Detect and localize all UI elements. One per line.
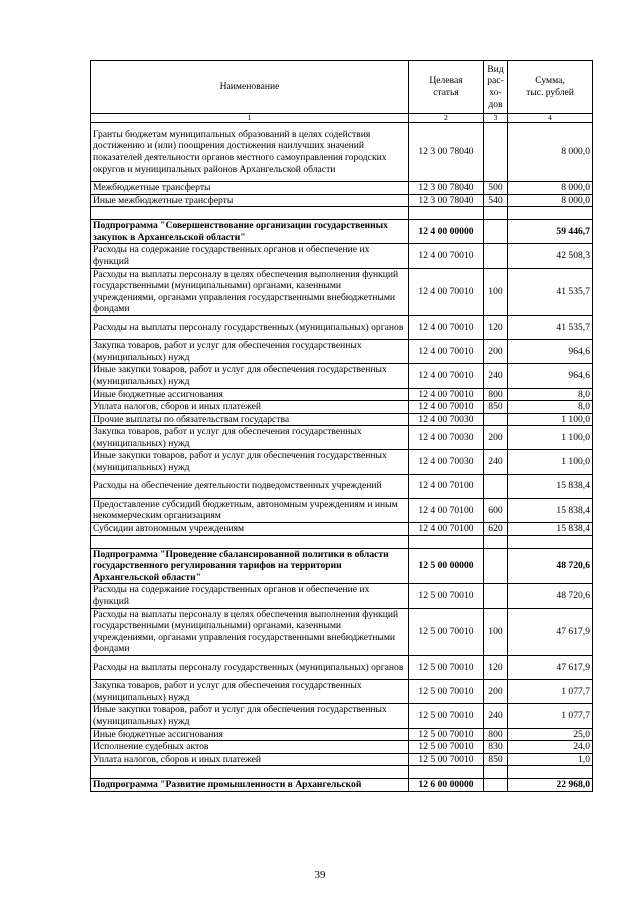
cell-target-code: 12 4 00 70030 <box>409 450 484 474</box>
spacer-cell <box>484 535 508 548</box>
subprogram-row <box>91 548 593 584</box>
spacer-cell <box>91 535 409 548</box>
cell-amount: 15 838,4 <box>508 498 593 522</box>
spacer-cell <box>508 535 593 548</box>
cell-target-code: 12 5 00 00000 <box>409 548 484 584</box>
cell-target-code: 12 5 00 70010 <box>409 704 484 728</box>
spacer-cell <box>409 535 484 548</box>
table-row <box>91 498 593 522</box>
table-row <box>91 728 593 741</box>
budget-table <box>90 60 593 792</box>
spacer-cell <box>91 766 409 779</box>
cell-target-code: 12 4 00 70030 <box>409 413 484 426</box>
cell-target-code: 12 3 00 78040 <box>409 182 484 195</box>
cell-amount: 1,0 <box>508 753 593 766</box>
cell-target-code: 12 4 00 70030 <box>409 426 484 450</box>
cell-expense-type: 600 <box>484 498 508 522</box>
cell-amount: 47 617,9 <box>508 608 593 655</box>
cell-expense-type <box>484 413 508 426</box>
header-code-line: статья <box>433 87 459 98</box>
cell-amount: 8,0 <box>508 401 593 414</box>
cell-name: Иные межбюджетные трансферты <box>91 194 409 207</box>
cell-name: Иные бюджетные ассигнования <box>91 388 409 401</box>
cell-target-code: 12 4 00 70100 <box>409 474 484 498</box>
cell-target-code: 12 5 00 70010 <box>409 728 484 741</box>
cell-expense-type: 100 <box>484 268 508 315</box>
cell-target-code: 12 4 00 70010 <box>409 315 484 339</box>
column-number: 1 <box>91 114 409 123</box>
cell-expense-type <box>484 779 508 792</box>
column-number-row <box>91 114 593 123</box>
cell-target-code: 12 4 00 70010 <box>409 388 484 401</box>
cell-name: Субсидии автономным учреждениям <box>91 523 409 536</box>
table-row <box>91 704 593 728</box>
table-body <box>91 123 593 792</box>
cell-expense-type: 200 <box>484 426 508 450</box>
subprogram-row <box>91 220 593 244</box>
cell-name: Уплата налогов, сборов и иных платежей <box>91 753 409 766</box>
cell-target-code: 12 5 00 70010 <box>409 608 484 655</box>
cell-expense-type: 120 <box>484 315 508 339</box>
column-number: 3 <box>484 114 508 123</box>
cell-name: Расходы на выплаты персоналу государственных (муниципальных) органов <box>91 315 409 339</box>
table-row <box>91 741 593 754</box>
cell-target-code: 12 4 00 70010 <box>409 340 484 364</box>
cell-target-code: 12 5 00 70010 <box>409 656 484 680</box>
cell-amount: 8 000,0 <box>508 194 593 207</box>
cell-amount: 15 838,4 <box>508 474 593 498</box>
header-code-line: Целевая <box>429 75 463 87</box>
cell-name: Иные бюджетные ассигнования <box>91 728 409 741</box>
spacer-cell <box>508 766 593 779</box>
cell-amount: 1 077,7 <box>508 680 593 704</box>
header-vid-line: хо- <box>489 87 502 98</box>
spacer-cell <box>409 207 484 220</box>
table-row <box>91 123 593 182</box>
cell-expense-type <box>484 474 508 498</box>
cell-target-code: 12 3 00 78040 <box>409 194 484 207</box>
header-sum-line: тыс. рублей <box>526 87 574 98</box>
table-row <box>91 608 593 655</box>
cell-name: Закупка товаров, работ и услуг для обеспечения государственных (муниципальных) нужд <box>91 340 409 364</box>
cell-amount: 1 100,0 <box>508 413 593 426</box>
cell-amount: 41 535,7 <box>508 315 593 339</box>
cell-name: Исполнение судебных актов <box>91 741 409 754</box>
spacer-row <box>91 766 593 779</box>
header-vid-line: дов <box>488 98 503 110</box>
cell-expense-type: 240 <box>484 364 508 388</box>
spacer-cell <box>508 207 593 220</box>
cell-target-code: 12 4 00 00000 <box>409 220 484 244</box>
table-row <box>91 426 593 450</box>
cell-expense-type <box>484 220 508 244</box>
cell-expense-type: 800 <box>484 728 508 741</box>
column-number: 4 <box>508 114 593 123</box>
table-row <box>91 388 593 401</box>
cell-expense-type <box>484 244 508 268</box>
page-number: 39 <box>314 869 326 881</box>
table-row <box>91 753 593 766</box>
spacer-row <box>91 207 593 220</box>
cell-target-code: 12 6 00 00000 <box>409 779 484 792</box>
cell-amount: 1 077,7 <box>508 704 593 728</box>
table-row <box>91 401 593 414</box>
cell-amount: 24,0 <box>508 741 593 754</box>
cell-amount: 8 000,0 <box>508 123 593 182</box>
cell-name: Подпрограмма "Совершенствование организации государственных закупок в Архангельской области" <box>91 220 409 244</box>
cell-amount: 42 508,3 <box>508 244 593 268</box>
column-number: 2 <box>409 114 484 123</box>
cell-expense-type: 120 <box>484 656 508 680</box>
table-row <box>91 268 593 315</box>
cell-target-code: 12 5 00 70010 <box>409 753 484 766</box>
cell-name: Расходы на содержание государственных органов и обеспечение их функций <box>91 244 409 268</box>
table-row <box>91 584 593 608</box>
header-vid-line: Вид <box>487 63 504 75</box>
cell-expense-type <box>484 548 508 584</box>
cell-amount: 1 100,0 <box>508 450 593 474</box>
cell-target-code: 12 5 00 70010 <box>409 741 484 754</box>
table-row <box>91 450 593 474</box>
cell-name: Расходы на выплаты персоналу в целях обеспечения выполнения функций государственными (муниципальными) органами, казенными учреждениями, органами управления государственными внебюджетными фондами <box>91 268 409 315</box>
table-row <box>91 413 593 426</box>
table-row <box>91 364 593 388</box>
cell-expense-type: 800 <box>484 388 508 401</box>
cell-name: Иные закупки товаров, работ и услуг для обеспечения государственных (муниципальных) нужд <box>91 704 409 728</box>
cell-name: Подпрограмма "Проведение сбалансированной политики в области государственного регулирования тарифов на территории Архангельской области" <box>91 548 409 584</box>
table-row <box>91 340 593 364</box>
cell-amount: 47 617,9 <box>508 656 593 680</box>
header-code <box>409 61 484 114</box>
cell-name: Уплата налогов, сборов и иных платежей <box>91 401 409 414</box>
table-header-row <box>91 61 593 114</box>
cell-amount: 59 446,7 <box>508 220 593 244</box>
cell-name: Гранты бюджетам муниципальных образований в целях содействия достижению и (или) поощрения достижения наилучших значений показателей деятельности органов местного самоуправления городских округов и муниципальных районов Архангельской области <box>91 123 409 182</box>
cell-name: Расходы на выплаты персоналу государственных (муниципальных) органов <box>91 656 409 680</box>
cell-name: Закупка товаров, работ и услуг для обеспечения государственных (муниципальных) нужд <box>91 680 409 704</box>
cell-name: Иные закупки товаров, работ и услуг для обеспечения государственных (муниципальных) нужд <box>91 450 409 474</box>
cell-expense-type: 200 <box>484 340 508 364</box>
table-row <box>91 523 593 536</box>
cell-expense-type: 240 <box>484 450 508 474</box>
cell-amount: 15 838,4 <box>508 523 593 536</box>
spacer-cell <box>91 207 409 220</box>
cell-name: Закупка товаров, работ и услуг для обеспечения государственных (муниципальных) нужд <box>91 426 409 450</box>
cell-name: Подпрограмма "Развитие промышленности в Архангельской <box>91 779 409 792</box>
cell-amount: 48 720,6 <box>508 548 593 584</box>
header-sum <box>508 61 593 114</box>
cell-expense-type <box>484 584 508 608</box>
table-row <box>91 680 593 704</box>
cell-target-code: 12 5 00 70010 <box>409 584 484 608</box>
cell-expense-type: 850 <box>484 401 508 414</box>
cell-target-code: 12 4 00 70100 <box>409 523 484 536</box>
cell-name: Расходы на выплаты персоналу в целях обеспечения выполнения функций государственными (муниципальными) органами, казенными учреждениями, органами управления государственными внебюджетными фондами <box>91 608 409 655</box>
spacer-cell <box>484 766 508 779</box>
cell-target-code: 12 4 00 70010 <box>409 401 484 414</box>
cell-amount: 8,0 <box>508 388 593 401</box>
cell-amount: 48 720,6 <box>508 584 593 608</box>
subprogram-row <box>91 779 593 792</box>
cell-name: Прочие выплаты по обязательствам государства <box>91 413 409 426</box>
cell-expense-type: 200 <box>484 680 508 704</box>
cell-amount: 964,6 <box>508 364 593 388</box>
cell-amount: 25,0 <box>508 728 593 741</box>
cell-target-code: 12 4 00 70010 <box>409 268 484 315</box>
cell-target-code: 12 4 00 70100 <box>409 498 484 522</box>
cell-expense-type: 240 <box>484 704 508 728</box>
cell-amount: 22 968,0 <box>508 779 593 792</box>
cell-expense-type <box>484 123 508 182</box>
table-row <box>91 194 593 207</box>
cell-name: Предоставление субсидий бюджетным, автономным учреждениям и иным некоммерческим организациям <box>91 498 409 522</box>
cell-expense-type: 620 <box>484 523 508 536</box>
cell-target-code: 12 3 00 78040 <box>409 123 484 182</box>
spacer-row <box>91 535 593 548</box>
cell-name: Расходы на содержание государственных органов и обеспечение их функций <box>91 584 409 608</box>
cell-amount: 964,6 <box>508 340 593 364</box>
cell-expense-type: 850 <box>484 753 508 766</box>
header-name: Наименование <box>91 61 409 114</box>
table-row <box>91 474 593 498</box>
cell-expense-type: 500 <box>484 182 508 195</box>
table-row <box>91 656 593 680</box>
header-vid <box>484 61 508 114</box>
cell-name: Межбюджетные трансферты <box>91 182 409 195</box>
table-row <box>91 244 593 268</box>
spacer-cell <box>484 207 508 220</box>
cell-expense-type: 830 <box>484 741 508 754</box>
cell-target-code: 12 5 00 70010 <box>409 680 484 704</box>
cell-target-code: 12 4 00 70010 <box>409 364 484 388</box>
cell-target-code: 12 4 00 70010 <box>409 244 484 268</box>
table-row <box>91 182 593 195</box>
cell-amount: 41 535,7 <box>508 268 593 315</box>
header-sum-line: Сумма, <box>535 75 565 87</box>
cell-amount: 8 000,0 <box>508 182 593 195</box>
cell-expense-type: 100 <box>484 608 508 655</box>
cell-name: Иные закупки товаров, работ и услуг для обеспечения государственных (муниципальных) нужд <box>91 364 409 388</box>
spacer-cell <box>409 766 484 779</box>
cell-amount: 1 100,0 <box>508 426 593 450</box>
cell-name: Расходы на обеспечение деятельности подведомственных учреждений <box>91 474 409 498</box>
header-vid-line: рас- <box>487 75 504 87</box>
table-row <box>91 315 593 339</box>
cell-expense-type: 540 <box>484 194 508 207</box>
